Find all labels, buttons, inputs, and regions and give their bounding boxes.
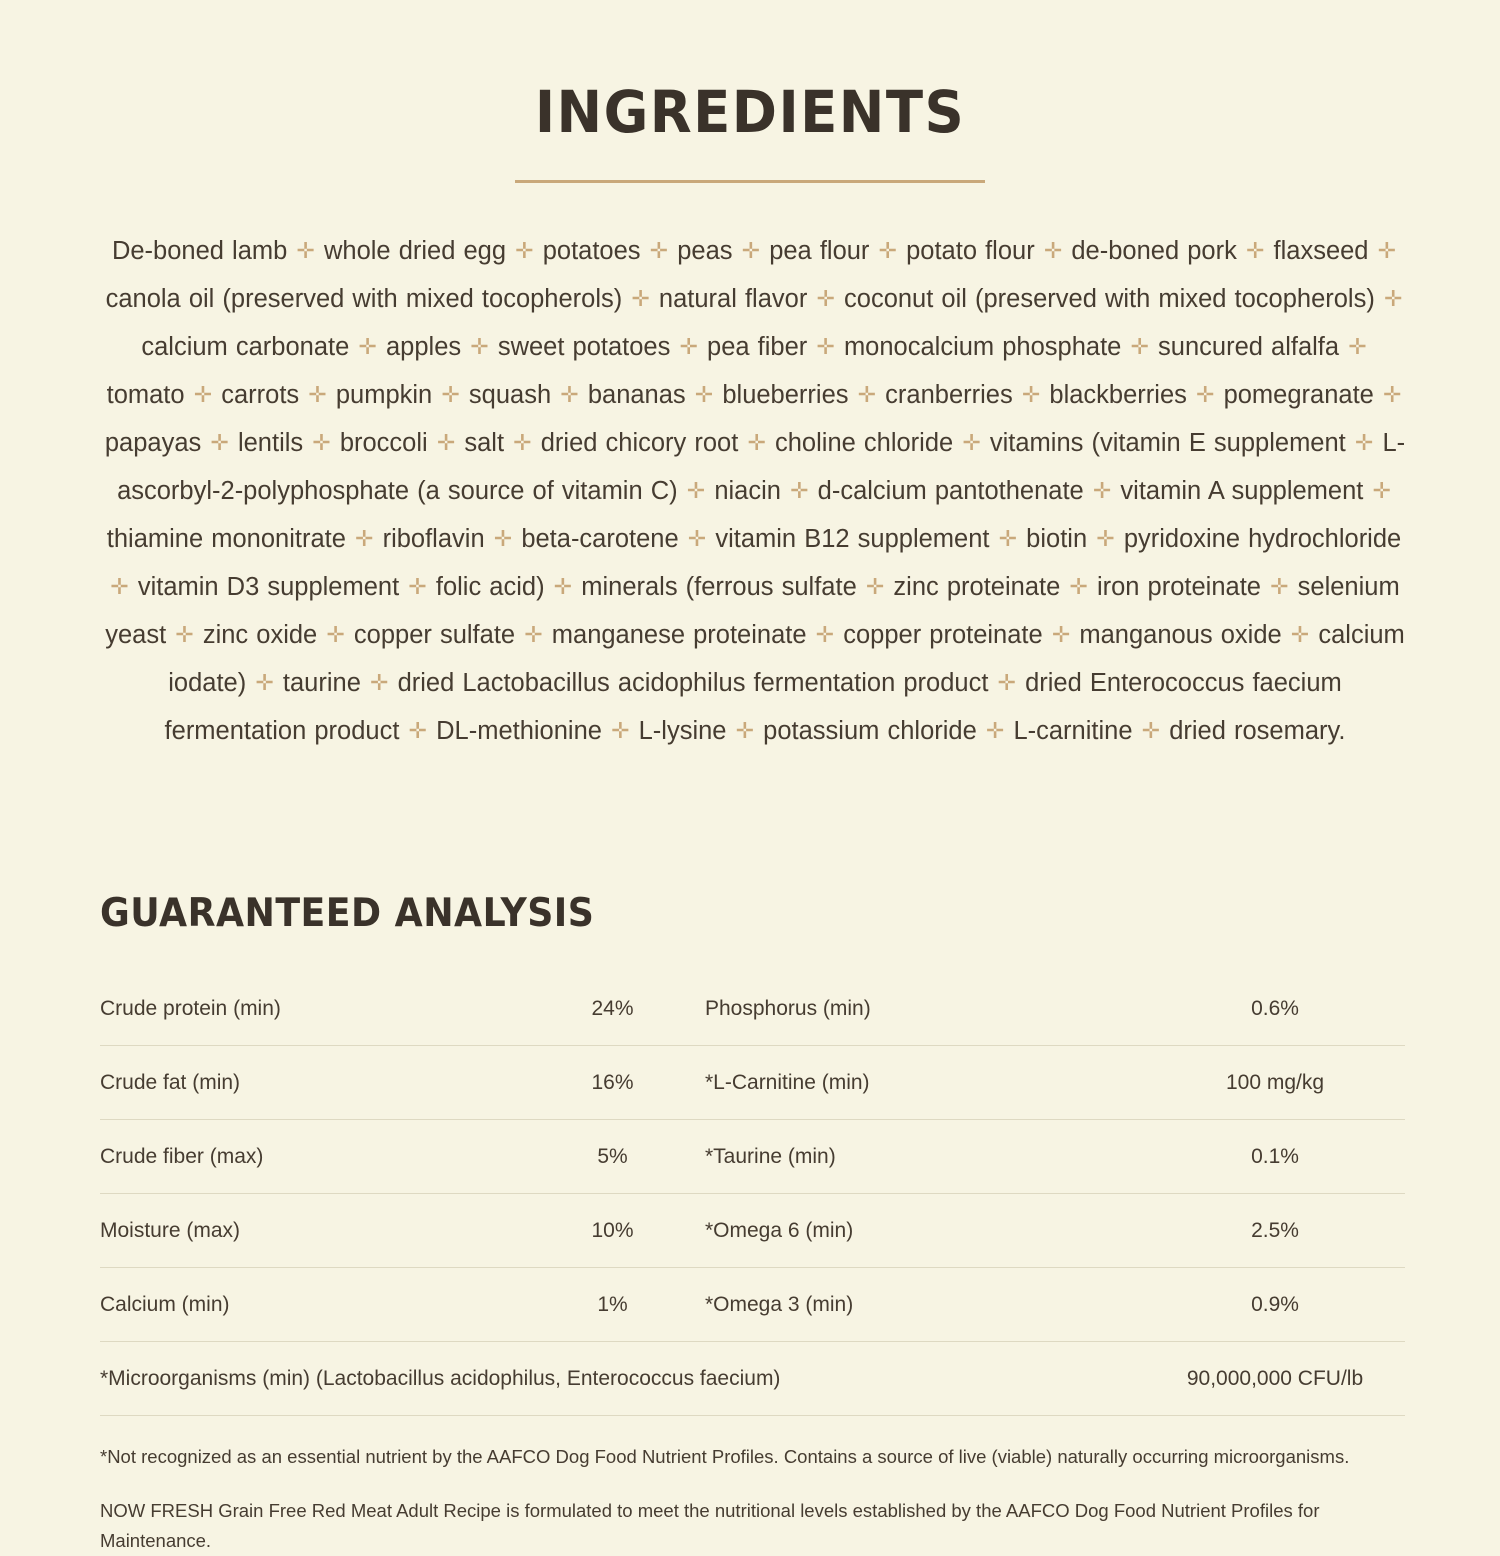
ingredient-item: apples (385, 333, 462, 361)
ingredient-item: carrots (221, 381, 300, 409)
ingredient-item: L-carnitine (1013, 717, 1133, 745)
nutrient-value: 90,000,000 CFU/lb (1145, 1342, 1405, 1416)
ingredient-separator-icon: ✛ (1188, 382, 1222, 407)
ingredient-separator-icon: ✛ (110, 574, 136, 599)
guaranteed-analysis-title: GUARANTEED ANALYSIS (100, 891, 595, 936)
ingredient-item: suncured alfalfa (1158, 333, 1340, 361)
analysis-notes (100, 1442, 1405, 1556)
ingredient-separator-icon: ✛ (990, 670, 1024, 695)
ingredient-separator-icon: ✛ (1262, 574, 1296, 599)
ingredient-separator-icon: ✛ (782, 478, 816, 503)
ingredient-item: pea fiber (707, 333, 808, 361)
ingredient-separator-icon: ✛ (319, 622, 352, 647)
ingredient-separator-icon: ✛ (347, 526, 381, 551)
nutrient-value: 16% (520, 1046, 705, 1120)
ingredient-separator-icon: ✛ (553, 382, 586, 407)
ingredient-item: calcium iodate) (168, 621, 1405, 697)
ingredient-separator-icon: ✛ (429, 430, 463, 455)
ingredient-item: natural flavor (658, 285, 808, 313)
table-row (100, 1046, 1405, 1120)
ingredient-separator-icon: ✛ (728, 718, 762, 743)
ingredient-separator-icon: ✛ (248, 670, 281, 695)
ingredient-separator-icon: ✛ (809, 286, 843, 311)
ingredient-item: bananas (587, 381, 686, 409)
ingredient-separator-icon: ✛ (734, 238, 768, 263)
ingredient-item: coconut oil (preserved with mixed tocopherols) (844, 285, 1375, 313)
ingredient-separator-icon: ✛ (362, 670, 396, 695)
ingredient-separator-icon: ✛ (1085, 478, 1119, 503)
table-row (100, 1268, 1405, 1342)
ingredient-item: selenium yeast (105, 573, 1400, 649)
ingredient-separator-icon: ✛ (1376, 286, 1403, 311)
ingredient-item: pea flour (769, 237, 870, 265)
ingredient-separator-icon: ✛ (1044, 622, 1078, 647)
ingredient-item: niacin (714, 477, 781, 505)
ingredient-separator-icon: ✛ (808, 622, 842, 647)
nutrient-label: Crude fat (min) (100, 1046, 520, 1120)
ingredient-item: beta-carotene (521, 525, 679, 553)
ingredient-separator-icon: ✛ (978, 718, 1012, 743)
ingredient-item: L-lysine (638, 717, 727, 745)
ingredient-item: pumpkin (335, 381, 433, 409)
ingredient-separator-icon: ✛ (506, 430, 539, 455)
nutrient-value: 5% (520, 1120, 705, 1194)
ingredient-item: copper proteinate (843, 621, 1043, 649)
note-text: *Not recognized as an essential nutrient by the AAFCO Dog Food Nutrient Profiles. Contains a source of live (viable) naturally occurring microorganisms. (100, 1446, 1350, 1467)
nutrient-value: 0.9% (1145, 1268, 1405, 1342)
ingredient-separator-icon: ✛ (1370, 238, 1397, 263)
ingredient-separator-icon: ✛ (305, 430, 338, 455)
ingredient-item: vitamin A supplement (1120, 477, 1364, 505)
nutrient-value: 0.6% (1145, 972, 1405, 1046)
ingredient-item: thiamine mononitrate (106, 525, 346, 553)
ingredient-separator-icon: ✛ (1089, 526, 1122, 551)
ingredient-item: zinc proteinate (893, 573, 1061, 601)
ingredient-separator-icon: ✛ (740, 430, 773, 455)
ingredient-item: canola oil (preserved with mixed tocopherols) (105, 285, 623, 313)
ingredient-item: de-boned pork (1071, 237, 1237, 265)
ingredient-separator-icon: ✛ (858, 574, 892, 599)
ingredient-separator-icon: ✛ (517, 622, 550, 647)
ingredient-separator-icon: ✛ (1341, 334, 1367, 359)
ingredient-separator-icon: ✛ (168, 622, 201, 647)
note-text: NOW FRESH Grain Free Red Meat Adult Recipe is formulated to meet the nutritional levels established by the AAFCO Dog Food Nutrient Profiles for Maintenance. (100, 1500, 1320, 1551)
ingredient-item: d-calcium pantothenate (817, 477, 1084, 505)
ingredient-item: lentils (237, 429, 304, 457)
ingredient-item: dried chicory root (540, 429, 739, 457)
ingredient-item: dried Lactobacillus acidophilus fermentation product (397, 669, 989, 697)
ingredient-item: flaxseed (1273, 237, 1369, 265)
ingredient-separator-icon: ✛ (1283, 622, 1317, 647)
nutrient-label: *Microorganisms (min) (Lactobacillus acidophilus, Enterococcus faecium) (100, 1342, 1145, 1416)
ingredient-item: pyridoxine hydrochloride (1123, 525, 1402, 553)
ingredient-item: De-boned lamb (111, 237, 288, 265)
ingredient-separator-icon: ✛ (186, 382, 220, 407)
table-row (100, 1120, 1405, 1194)
ingredient-separator-icon: ✛ (679, 478, 713, 503)
guaranteed-analysis-body (100, 972, 1405, 1416)
nutrient-label: Phosphorus (min) (705, 972, 1145, 1046)
ingredient-separator-icon: ✛ (672, 334, 706, 359)
ingredient-separator-icon: ✛ (871, 238, 905, 263)
ingredient-separator-icon: ✛ (1036, 238, 1070, 263)
page-title: INGREDIENTS (534, 78, 966, 146)
guaranteed-analysis-table (100, 972, 1405, 1416)
ingredient-separator-icon: ✛ (955, 430, 988, 455)
nutrient-value: 1% (520, 1268, 705, 1342)
ingredient-separator-icon: ✛ (508, 238, 541, 263)
ingredient-item: monocalcium phosphate (843, 333, 1122, 361)
ingredient-item: dried rosemary. (1169, 717, 1346, 745)
nutrient-label: *Omega 3 (min) (705, 1268, 1145, 1342)
ingredient-item: cranberries (885, 381, 1013, 409)
ingredient-separator-icon: ✛ (434, 382, 467, 407)
ingredient-separator-icon: ✛ (1062, 574, 1095, 599)
ingredient-item: blackberries (1049, 381, 1187, 409)
ingredient-separator-icon: ✛ (546, 574, 580, 599)
ingredient-item: dried Enterococcus faecium fermentation product (164, 669, 1342, 745)
ingredient-separator-icon: ✛ (301, 382, 334, 407)
nutrient-value: 24% (520, 972, 705, 1046)
ingredient-item: manganese proteinate (551, 621, 807, 649)
ingredient-separator-icon: ✛ (289, 238, 322, 263)
title-divider (515, 180, 985, 183)
ingredient-item: iron proteinate (1096, 573, 1261, 601)
nutrient-value: 100 mg/kg (1145, 1046, 1405, 1120)
ingredient-separator-icon: ✛ (1123, 334, 1157, 359)
ingredient-item: L-ascorbyl-2-polyphosphate (a source of vitamin C) (117, 429, 1406, 505)
ingredient-item: pomegranate (1223, 381, 1374, 409)
ingredient-separator-icon: ✛ (1365, 478, 1391, 503)
ingredient-item: vitamin B12 supplement (715, 525, 990, 553)
ingredient-item: biotin (1026, 525, 1088, 553)
nutrient-label: Moisture (max) (100, 1194, 520, 1268)
nutrient-value: 0.1% (1145, 1120, 1405, 1194)
ingredient-item: salt (464, 429, 505, 457)
ingredient-item: choline chloride (775, 429, 954, 457)
ingredient-item: zinc oxide (202, 621, 318, 649)
ingredient-item: sweet potatoes (497, 333, 671, 361)
ingredient-separator-icon: ✛ (624, 286, 657, 311)
ingredient-separator-icon: ✛ (1238, 238, 1272, 263)
ingredient-item: potato flour (906, 237, 1035, 265)
table-row (100, 1342, 1405, 1416)
ingredient-item: blueberries (722, 381, 849, 409)
ingredient-item: tomato (106, 381, 185, 409)
ingredient-item: potatoes (542, 237, 641, 265)
nutrient-label: *L-Carnitine (min) (705, 1046, 1145, 1120)
ingredients-list (100, 227, 1410, 755)
ingredient-item: whole dried egg (323, 237, 507, 265)
ingredient-separator-icon: ✛ (850, 382, 884, 407)
ingredient-separator-icon: ✛ (401, 718, 435, 743)
ingredient-separator-icon: ✛ (203, 430, 236, 455)
nutrient-label: *Taurine (min) (705, 1120, 1145, 1194)
nutrient-label: *Omega 6 (min) (705, 1194, 1145, 1268)
ingredient-separator-icon: ✛ (687, 382, 721, 407)
table-row (100, 972, 1405, 1046)
ingredient-separator-icon: ✛ (463, 334, 496, 359)
ingredient-separator-icon: ✛ (1014, 382, 1048, 407)
ingredient-separator-icon: ✛ (401, 574, 434, 599)
nutrient-label: Crude protein (min) (100, 972, 520, 1046)
ingredient-item: calcium carbonate (141, 333, 350, 361)
ingredient-item: taurine (282, 669, 361, 697)
ingredient-item: peas (677, 237, 733, 265)
ingredient-separator-icon: ✛ (809, 334, 842, 359)
ingredient-item: broccoli (339, 429, 428, 457)
nutrient-value: 2.5% (1145, 1194, 1405, 1268)
nutrient-value: 10% (520, 1194, 705, 1268)
ingredient-item: manganous oxide (1079, 621, 1282, 649)
table-row (100, 1194, 1405, 1268)
ingredient-separator-icon: ✛ (486, 526, 520, 551)
ingredient-item: folic acid) (435, 573, 545, 601)
ingredient-item: vitamins (vitamin E supplement (989, 429, 1346, 457)
ingredient-item: minerals (ferrous sulfate (581, 573, 857, 601)
ingredient-item: riboflavin (382, 525, 485, 553)
ingredient-item: copper sulfate (353, 621, 516, 649)
ingredient-separator-icon: ✛ (1347, 430, 1381, 455)
ingredient-separator-icon: ✛ (680, 526, 714, 551)
ingredient-separator-icon: ✛ (351, 334, 384, 359)
ingredient-item: DL-methionine (436, 717, 602, 745)
nutrient-label: Crude fiber (max) (100, 1120, 520, 1194)
ingredient-separator-icon: ✛ (1134, 718, 1168, 743)
ingredient-item: squash (468, 381, 552, 409)
ingredient-separator-icon: ✛ (642, 238, 676, 263)
ingredient-item: potassium chloride (763, 717, 977, 745)
ingredient-item: vitamin D3 supplement (137, 573, 400, 601)
ingredient-separator-icon: ✛ (1375, 382, 1402, 407)
ingredient-separator-icon: ✛ (991, 526, 1025, 551)
ingredient-separator-icon: ✛ (603, 718, 637, 743)
nutrient-label: Calcium (min) (100, 1268, 520, 1342)
ingredient-item: papayas (104, 429, 202, 457)
